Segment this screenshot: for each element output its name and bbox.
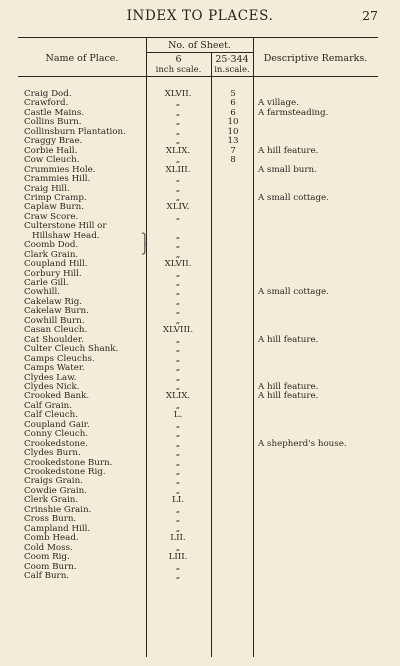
place-name: Crimp Cramp. <box>24 192 87 203</box>
sheet-6-inch: „ <box>175 476 181 487</box>
header-25-inch-number: 25·344 <box>215 54 249 65</box>
place-name: Clerk Grain. <box>24 495 79 506</box>
place-name: Culter Cleuch Shank. <box>24 344 119 355</box>
place-name: Crooked Bank. <box>24 391 90 402</box>
sheet-6-inch: „ <box>175 523 181 534</box>
place-name: Cow Cleuch. <box>24 155 80 166</box>
place-name: Cowdie Grain. <box>24 485 87 496</box>
sheet-6-inch: „ <box>175 98 181 109</box>
page-title: INDEX TO PLACES. <box>126 8 274 24</box>
descriptive-remark: A small burn. <box>258 164 317 175</box>
sheet-25-inch: 5 <box>230 89 236 99</box>
place-name: Cakelaw Burn. <box>24 306 89 317</box>
sheet-25-inch: 10 <box>227 117 239 128</box>
sheet-6-inch: „ <box>175 249 181 260</box>
place-name: Camps Cleuchs. <box>24 353 95 364</box>
place-name: Calf Burn. <box>24 570 70 581</box>
place-name: Coom Burn. <box>24 561 77 572</box>
place-name: Crookedstone Burn. <box>24 457 113 468</box>
header-25-inch-scale: in.scale. <box>214 65 250 75</box>
descriptive-remark: A hill feature. <box>258 334 319 345</box>
place-name: Clydes Nick. <box>24 381 80 392</box>
sheet-6-inch: „ <box>175 561 181 572</box>
sheet-6-inch: „ <box>175 344 181 355</box>
sheet-6-inch: XLVIII. <box>162 325 194 336</box>
place-name: Castle Mains. <box>24 107 85 118</box>
descriptive-remark: A hill feature. <box>258 391 319 402</box>
place-name: Crummies Hole. <box>24 164 96 175</box>
sheet-6-inch: „ <box>175 126 181 137</box>
sheet-6-inch: XLIII. <box>165 164 191 175</box>
place-name: Corbury Hill. <box>24 268 82 279</box>
sheet-6-inch: „ <box>175 372 181 383</box>
sheet-6-inch: „ <box>175 363 181 374</box>
descriptive-remark: A shepherd's house. <box>258 438 347 449</box>
place-name: Cowhill Burn. <box>24 315 85 326</box>
sheet-6-inch: XLIX. <box>165 145 191 156</box>
table-row <box>0 279 400 288</box>
sheet-group-rule <box>146 52 254 53</box>
place-name: Calf Cleuch. <box>24 410 78 421</box>
place-name: Cat Shoulder. <box>24 334 84 345</box>
sheet-25-inch: 13 <box>227 136 239 147</box>
place-name: Corbie Hall. <box>24 145 78 156</box>
sheet-6-inch: „ <box>175 268 181 279</box>
place-name: Camps Water. <box>24 363 85 374</box>
place-name: Crinshie Grain. <box>24 504 92 515</box>
sheet-25-inch: 8 <box>230 155 236 166</box>
place-name: Coomb Dod. <box>24 240 79 251</box>
place-name: Crookedstone. <box>24 438 88 449</box>
place-name: Craig Dod. <box>24 89 72 99</box>
sheet-6-inch: „ <box>175 230 181 241</box>
sheet-6-inch: „ <box>175 400 181 411</box>
place-name: Cold Moss. <box>24 542 73 553</box>
sheet-6-inch: „ <box>175 485 181 496</box>
place-name: Comb Head. <box>24 533 79 544</box>
descriptive-remark: A small cottage. <box>258 192 329 203</box>
sheet-6-inch: XLIX. <box>165 391 191 402</box>
sheet-6-inch: „ <box>175 419 181 430</box>
place-name: Coom Rig. <box>24 552 70 563</box>
sheet-6-inch: „ <box>175 192 181 203</box>
sheet-6-inch: „ <box>175 155 181 166</box>
descriptive-remark: A village. <box>258 98 299 109</box>
sheet-25-inch: 10 <box>227 126 239 137</box>
place-name: Hillshaw Head. <box>32 230 100 241</box>
place-name: Casan Cleuch. <box>24 325 88 336</box>
sheet-6-inch: „ <box>175 107 181 118</box>
sheet-6-inch: „ <box>175 306 181 317</box>
header-descriptive-remarks: Descriptive Remarks. <box>263 53 368 64</box>
sheet-6-inch: „ <box>175 240 181 251</box>
place-name: Craggy Brae. <box>24 136 83 147</box>
header-6-inch-scale: inch scale. <box>155 65 202 75</box>
sheet-6-inch: „ <box>175 334 181 345</box>
page-header <box>0 8 400 26</box>
sheet-6-inch: „ <box>175 136 181 147</box>
place-name: Clydes Law. <box>24 372 77 383</box>
sheet-25-inch: 6 <box>230 107 236 118</box>
sheet-6-inch: XLVII. <box>164 259 192 270</box>
sheet-6-inch: „ <box>175 438 181 449</box>
header-name-of-place: Name of Place. <box>45 53 119 64</box>
sheet-6-inch: „ <box>175 457 181 468</box>
place-name: Clydes Burn. <box>24 448 81 459</box>
place-name: Coupland Gair. <box>24 419 90 430</box>
sheet-6-inch: „ <box>175 504 181 515</box>
sheet-6-inch: LII. <box>170 533 186 544</box>
table-top-rule <box>18 37 378 38</box>
place-name: Clark Grain. <box>24 249 79 260</box>
sheet-6-inch: L. <box>173 410 183 421</box>
sheet-6-inch: „ <box>175 278 181 288</box>
descriptive-remark: A small cottage. <box>258 287 329 298</box>
sheet-6-inch: XLIV. <box>166 202 190 213</box>
header-6-inch-number: 6 <box>175 54 182 65</box>
place-name: Craw Score. <box>24 211 79 222</box>
sheet-6-inch: „ <box>175 353 181 364</box>
sheet-6-inch: „ <box>175 467 181 477</box>
sheet-25-inch: 6 <box>230 98 236 109</box>
sheet-6-inch: „ <box>175 296 181 307</box>
header-no-of-sheet: No. of Sheet. <box>168 40 231 51</box>
place-name: Crawford. <box>24 98 69 109</box>
place-name: Conny Cleuch. <box>24 429 89 440</box>
place-name: Carle Gill. <box>24 278 69 288</box>
place-name: Collinsburn Plantation. <box>24 126 126 137</box>
brace-top: ⎫ <box>141 234 149 245</box>
sheet-6-inch: „ <box>175 570 181 581</box>
place-name: Crammies Hill. <box>24 174 91 185</box>
sheet-6-inch: „ <box>175 542 181 553</box>
descriptive-remark: A hill feature. <box>258 381 319 392</box>
sheet-6-inch: „ <box>175 448 181 459</box>
place-name: Craig Hill. <box>24 183 70 194</box>
sheet-6-inch: „ <box>175 174 181 185</box>
descriptive-remark: A farmsteading. <box>258 107 329 118</box>
brace-bottom: ⎭ <box>141 244 149 255</box>
sheet-25-inch: 7 <box>230 145 236 156</box>
sheet-6-inch: XLVII. <box>164 89 192 99</box>
place-name: Collins Burn. <box>24 117 82 128</box>
descriptive-remark: A hill feature. <box>258 145 319 156</box>
place-name: Campland Hill. <box>24 523 91 534</box>
place-name: Culterstone Hill or <box>24 221 107 232</box>
sheet-6-inch: „ <box>175 381 181 392</box>
place-name: Caplaw Burn. <box>24 202 85 213</box>
sheet-6-inch: „ <box>175 183 181 194</box>
place-name: Crookedstone Rig. <box>24 467 106 477</box>
place-name: Craigs Grain. <box>24 476 83 487</box>
place-name: Cross Burn. <box>24 514 77 525</box>
table-row <box>0 572 400 581</box>
place-name: Calf Grain. <box>24 400 72 411</box>
sheet-6-inch: „ <box>175 287 181 298</box>
sheet-6-inch: „ <box>175 211 181 222</box>
place-name: Cakelaw Rig. <box>24 296 83 307</box>
sheet-6-inch: „ <box>175 514 181 525</box>
page-number: 27 <box>362 8 378 23</box>
place-name: Coupland Hill. <box>24 259 88 270</box>
sheet-6-inch: LI. <box>172 495 184 506</box>
table-header-rule <box>18 76 378 77</box>
sheet-6-inch: LIII. <box>168 552 188 563</box>
sheet-6-inch: „ <box>175 315 181 326</box>
sheet-6-inch: „ <box>175 429 181 440</box>
place-name: Cowhill. <box>24 287 61 298</box>
sheet-6-inch: „ <box>175 117 181 128</box>
